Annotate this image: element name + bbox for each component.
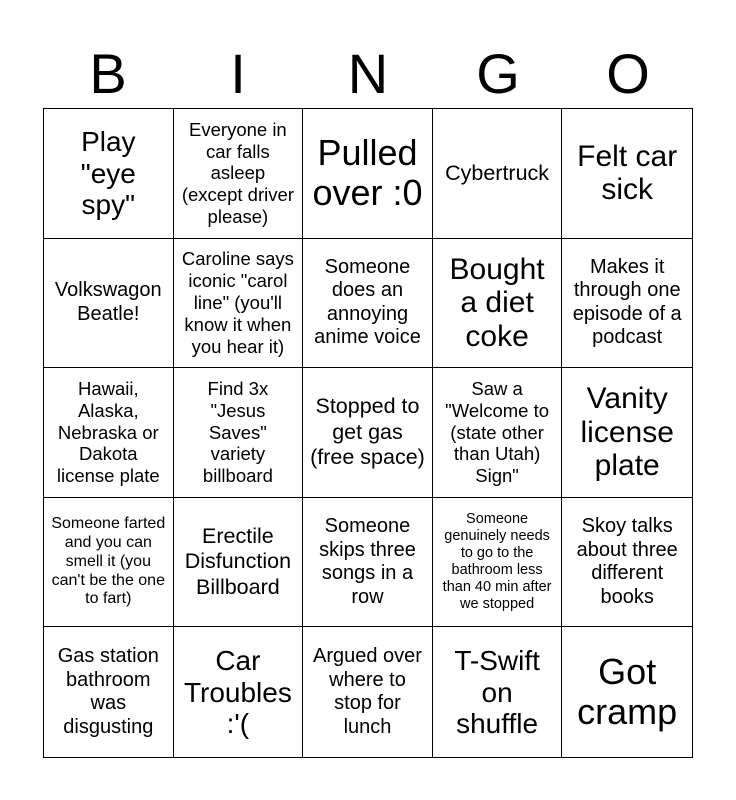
- bingo-cell[interactable]: [562, 627, 692, 757]
- cell-text: Saw a "Welcome to (state other than Utah) Sign": [445, 377, 550, 487]
- bingo-cell[interactable]: [44, 239, 174, 369]
- bingo-cell[interactable]: [303, 627, 433, 757]
- cell-text: Skoy talks about three different books: [576, 514, 678, 608]
- bingo-cell[interactable]: [433, 627, 563, 757]
- cell-text: Play "eye spy": [80, 126, 136, 220]
- cell-text: Bought a diet coke: [449, 252, 545, 353]
- bingo-cell[interactable]: [303, 498, 433, 628]
- cell-text: Gas station bathroom was disgusting: [57, 645, 159, 738]
- cell-text: Volkswagon Beatle!: [54, 279, 162, 325]
- cell-text: T-Swift on shuffle: [454, 645, 540, 739]
- cell-text: Someone does an annoying anime voice: [314, 255, 421, 349]
- cell-text: Argued over where to stop for lunch: [313, 645, 422, 738]
- bingo-cell[interactable]: [174, 239, 304, 369]
- cell-text: Cybertruck: [445, 160, 550, 185]
- bingo-cell[interactable]: [174, 498, 304, 628]
- bingo-cell[interactable]: [433, 239, 563, 369]
- bingo-cell[interactable]: [303, 368, 433, 498]
- bingo-cell[interactable]: [174, 368, 304, 498]
- cell-text: Felt car sick: [577, 139, 678, 207]
- header-letter-i: I: [230, 42, 246, 105]
- bingo-header: [43, 40, 693, 108]
- bingo-cell[interactable]: [562, 368, 692, 498]
- cell-text: Someone skips three songs in a row: [319, 514, 416, 608]
- bingo-cell[interactable]: [174, 109, 304, 239]
- cell-text: Got cramp: [577, 650, 678, 733]
- header-letter-n: N: [347, 42, 389, 105]
- header-letter-o: O: [606, 42, 650, 105]
- bingo-cell[interactable]: [562, 239, 692, 369]
- bingo-cell[interactable]: [44, 627, 174, 757]
- bingo-cell[interactable]: [562, 109, 692, 239]
- bingo-cell[interactable]: [44, 368, 174, 498]
- bingo-cell[interactable]: [44, 498, 174, 628]
- cell-text: Erectile Disfunction Billboard: [184, 524, 292, 599]
- bingo-cell[interactable]: [433, 109, 563, 239]
- cell-text: Caroline says iconic "carol line" (you'll know it when you hear it): [181, 248, 294, 357]
- cell-text: Hawaii, Alaska, Nebraska or Dakota license plate: [56, 377, 160, 487]
- cell-text: Makes it through one episode of a podcast: [572, 255, 682, 349]
- cell-text: Stopped to get gas (free space): [310, 394, 425, 470]
- cell-text: Someone genuinely needs to go to the bathroom less than 40 min after we stopped: [442, 510, 552, 613]
- cell-text: Pulled over :0: [312, 131, 423, 214]
- cell-text: Car Troubles :'(: [183, 645, 292, 739]
- bingo-board: [43, 108, 693, 758]
- bingo-cell[interactable]: [303, 239, 433, 369]
- bingo-cell[interactable]: [44, 109, 174, 239]
- bingo-cell[interactable]: [174, 627, 304, 757]
- bingo-cell[interactable]: [562, 498, 692, 628]
- cell-text: Find 3x "Jesus Saves" variety billboard: [202, 377, 273, 487]
- bingo-cell[interactable]: [433, 498, 563, 628]
- cell-text: Everyone in car falls asleep (except driver please): [181, 118, 294, 228]
- bingo-cell[interactable]: [303, 109, 433, 239]
- bingo-cell[interactable]: [433, 368, 563, 498]
- cell-text: Vanity license plate: [580, 382, 674, 483]
- cell-text: Someone farted and you can smell it (you can't be the one to fart): [51, 514, 166, 608]
- header-letter-g: G: [476, 42, 520, 105]
- header-letter-b: B: [89, 42, 127, 105]
